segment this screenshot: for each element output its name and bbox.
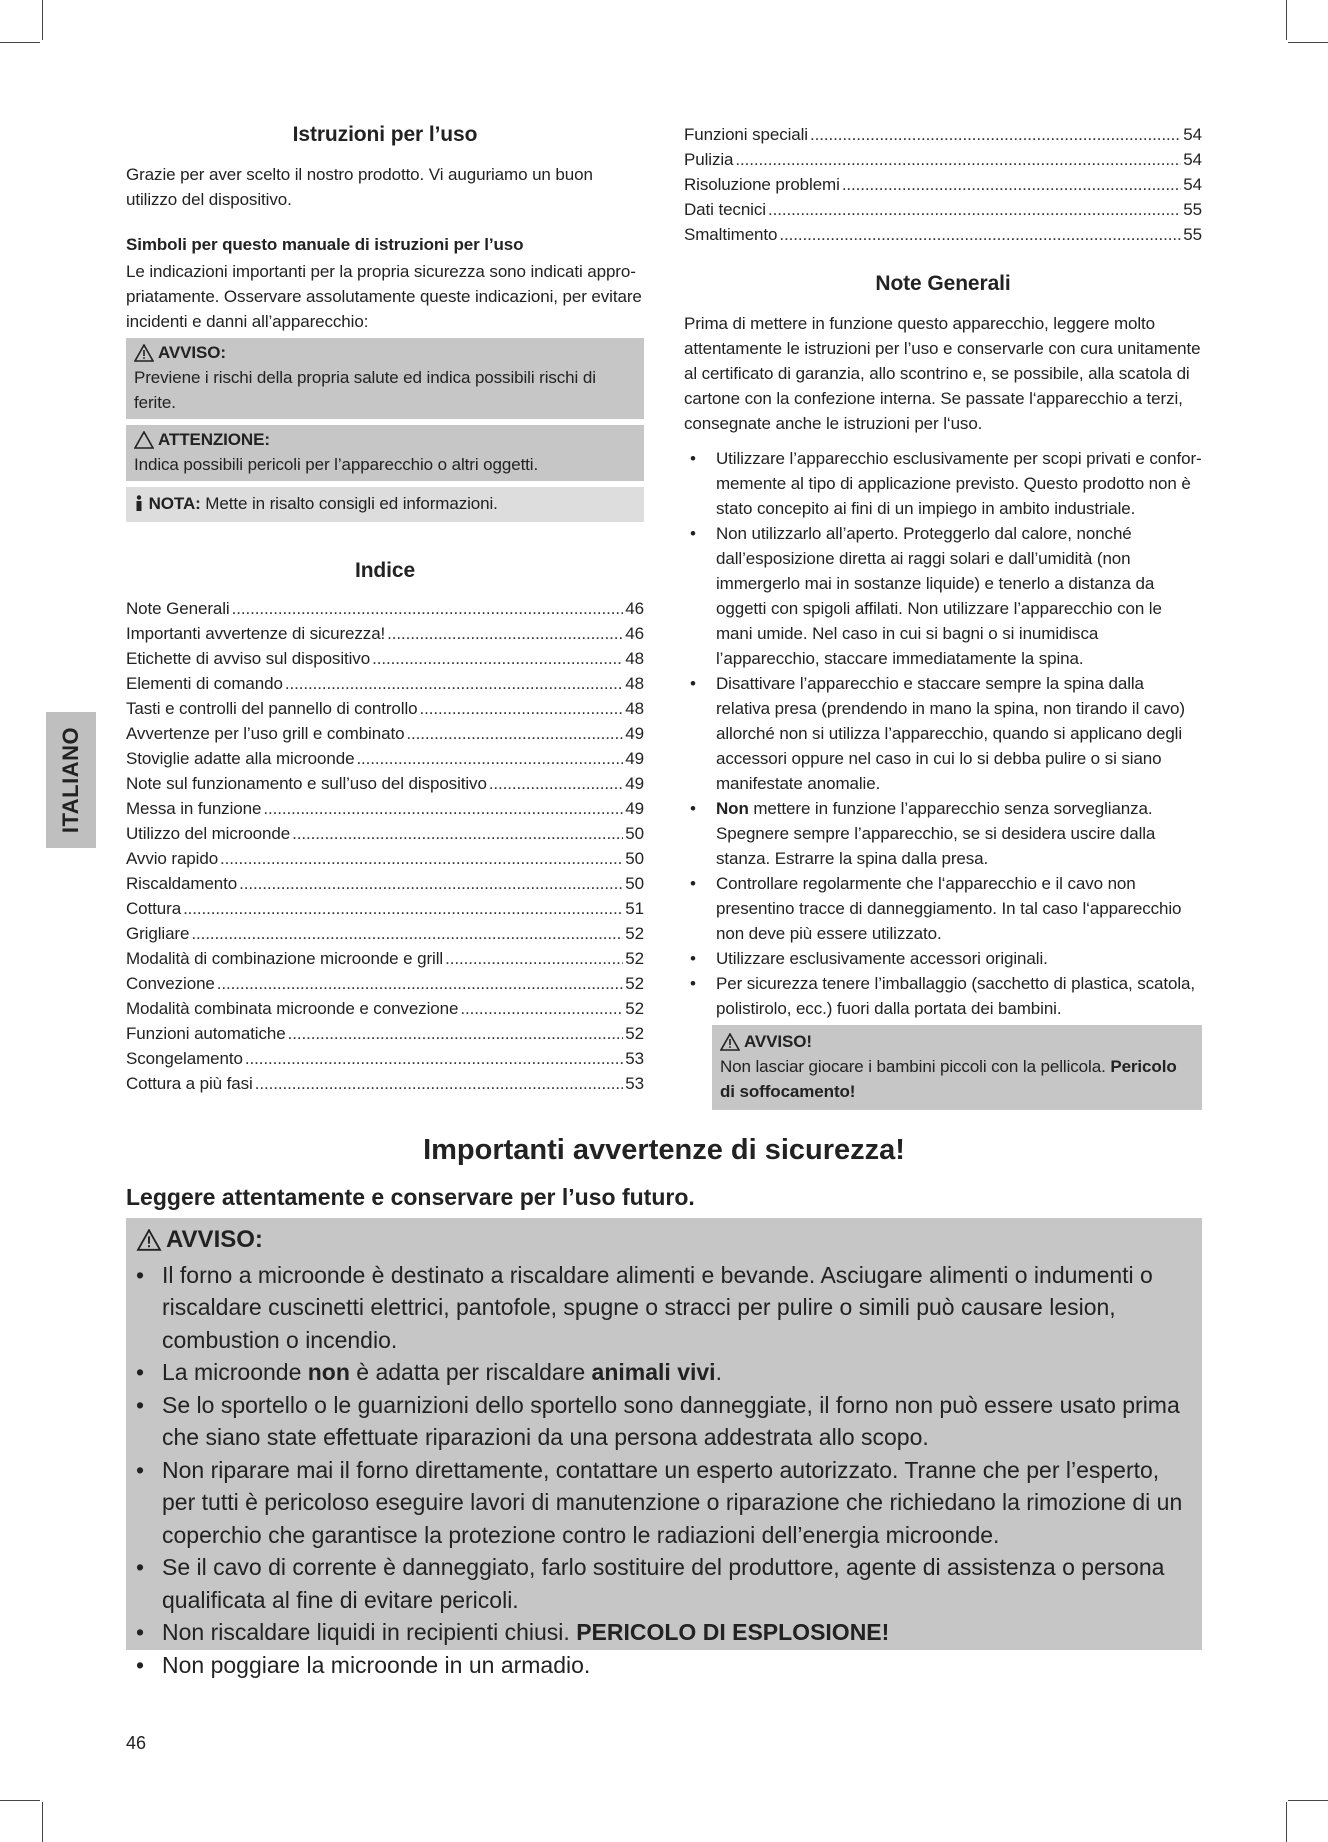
language-tab xyxy=(46,712,96,848)
list-item: • Non poggiare la microonde in un armadio. xyxy=(136,1649,1192,1682)
toc-list-continued xyxy=(684,122,1202,247)
toc-entry[interactable]: Convezione ..... 52 xyxy=(126,971,644,996)
toc-entry[interactable]: Messa in funzione ..... 49 xyxy=(126,796,644,821)
safety-warning-box xyxy=(126,1218,1202,1678)
right-column xyxy=(684,122,1202,1110)
list-item: • Disattivare l’apparecchio e staccare sempre la spina dalla relativa presa (prendendo in mano la spina, non tirando il cavo) allorché non si utilizza l’apparecchio, quando si applicano degli accessori oppure nel caso in cui lo si debba pulire o si siano manifestate anomalie. xyxy=(684,671,1202,796)
attenzione-text: Indica possibili pericoli per l’apparecchio o altri oggetti. xyxy=(134,455,539,474)
crop-mark xyxy=(1288,1800,1328,1801)
crop-mark xyxy=(42,0,43,40)
symbols-heading: Simboli per questo manuale di istruzioni per l’uso xyxy=(126,235,524,254)
toc-entry[interactable]: Avvio rapido ..... 50 xyxy=(126,846,644,871)
list-item: • La microonde non è adatta per riscaldare animali vivi. xyxy=(136,1356,1192,1389)
avviso-box xyxy=(712,1025,1202,1110)
instructions-title: Istruzioni per l’uso xyxy=(292,123,478,146)
crop-mark xyxy=(1288,42,1328,43)
list-item: • Se il cavo di corrente è danneggiato, farlo sostituire del produttore, agente di assistenza o persona qualificata al fine di evitare pericoli. xyxy=(136,1551,1192,1616)
index-title: Indice xyxy=(354,559,416,582)
avviso-box xyxy=(126,338,644,419)
left-column xyxy=(126,120,644,1096)
page-number: 46 xyxy=(126,1733,147,1753)
info-icon xyxy=(134,495,144,511)
toc-entry[interactable]: Cottura ..... 51 xyxy=(126,896,644,921)
toc-entry[interactable]: Modalità di combinazione microonde e grill ..... 52 xyxy=(126,946,644,971)
toc-entry[interactable]: Stoviglie adatte alla microonde ..... 49 xyxy=(126,746,644,771)
list-item: • Per sicurezza tenere l’imballaggio (sacchetto di plastica, scatola, polistirolo, ecc.) fuori dalla portata dei bambini. xyxy=(684,971,1202,1021)
toc-entry[interactable]: Importanti avvertenze di sicurezza! ..... 46 xyxy=(126,621,644,646)
toc-entry[interactable]: Riscaldamento ..... 50 xyxy=(126,871,644,896)
toc-entry[interactable]: Grigliare ..... 52 xyxy=(126,921,644,946)
nota-box xyxy=(126,487,644,522)
list-item: • Controllare regolarmente che l‘apparecchio e il cavo non presentino tracce di danneggiamento. In tal caso l‘apparecchio non deve più essere utilizzato. xyxy=(684,871,1202,946)
crop-mark xyxy=(0,42,40,43)
toc-entry[interactable]: Funzioni speciali ..... 54 xyxy=(684,122,1202,147)
toc-entry[interactable]: Avvertenze per l’uso grill e combinato ..... 49 xyxy=(126,721,644,746)
avviso-text: Previene i rischi della propria salute ed indica possibili rischi di ferite. xyxy=(134,368,596,412)
nota-label: NOTA: xyxy=(148,494,201,513)
nota-text: Mette in risalto consigli ed informazioni. xyxy=(200,494,498,513)
toc-entry[interactable]: Risoluzione problemi ..... 54 xyxy=(684,172,1202,197)
warning-icon xyxy=(136,1229,162,1251)
safety-subtitle: Leggere attentamente e conservare per l’uso futuro. xyxy=(126,1184,695,1210)
crop-mark xyxy=(1286,1802,1287,1842)
crop-mark xyxy=(0,1800,40,1801)
list-item: • Utilizzare esclusivamente accessori originali. xyxy=(684,946,1202,971)
general-notes-title: Note Generali xyxy=(875,272,1011,295)
avviso-label: AVVISO! xyxy=(744,1032,812,1051)
symbols-text: Le indicazioni importanti per la propria sicurezza sono indicati appropriatamente. Osservare assolutamente queste indicazioni, per evitare incidenti e danni all’apparecchio: xyxy=(126,262,642,331)
toc-entry[interactable]: Tasti e controlli del pannello di controllo ..... 48 xyxy=(126,696,644,721)
safety-warning-label: AVVISO: xyxy=(166,1226,263,1253)
toc-entry[interactable]: Scongelamento ..... 53 xyxy=(126,1046,644,1071)
crop-mark xyxy=(42,1802,43,1842)
attenzione-label: ATTENZIONE: xyxy=(158,430,270,449)
intro-text: Grazie per aver scelto il nostro prodotto. Vi auguriamo un buon utilizzo del dispositivo. xyxy=(126,165,593,209)
toc-entry[interactable]: Note Generali ..... 46 xyxy=(126,596,644,621)
toc-entry[interactable]: Modalità combinata microonde e convezione ..... 52 xyxy=(126,996,644,1021)
general-notes-list xyxy=(684,446,1202,1021)
list-item: • Utilizzare l’apparecchio esclusivamente per scopi privati e conformemente al tipo di applicazione previsto. Questo prodotto non è stato concepito ai fini di un impiego in ambito industriale. xyxy=(684,446,1202,521)
list-item: • Non mettere in funzione l’apparecchio senza sorveglianza. Spegnere sempre l’apparecchio, se si desidera uscire dalla stanza. Estrarre la spina dalla presa. xyxy=(684,796,1202,871)
toc-entry[interactable]: Cottura a più fasi ..... 53 xyxy=(126,1071,644,1096)
safety-title: Importanti avvertenze di sicurezza! xyxy=(423,1134,905,1166)
list-item: • Se lo sportello o le guarnizioni dello sportello sono danneggiate, il forno non può essere usato prima che siano state effettuate riparazioni da una persona addestrata allo scopo. xyxy=(136,1389,1192,1454)
warning-icon xyxy=(134,344,154,362)
toc-entry[interactable]: Smaltimento ..... 55 xyxy=(684,222,1202,247)
general-notes-intro: Prima di mettere in funzione questo apparecchio, leggere molto attentamente le istruzioni per l’uso e conservarle con cura unitamente al certificato di garanzia, allo scontrino e, se possibile, alla scatola di cartone con la confezione interna. Se passate l‘apparecchio a terzi, consegnate anche le istruzioni per l‘uso. xyxy=(684,314,1201,433)
toc-entry[interactable]: Etichette di avviso sul dispositivo ..... 48 xyxy=(126,646,644,671)
avviso-text: Non lasciar giocare i bambini piccoli con la pellicola. Pericolo di soffocamento! xyxy=(720,1057,1177,1101)
list-item: • Non riscaldare liquidi in recipienti chiusi. PERICOLO DI ESPLOSIONE! xyxy=(136,1616,1192,1649)
toc-entry[interactable]: Dati tecnici ..... 55 xyxy=(684,197,1202,222)
toc-entry[interactable]: Utilizzo del microonde ..... 50 xyxy=(126,821,644,846)
list-item: • Non riparare mai il forno direttamente, contattare un esperto autorizzato. Tranne che per l’esperto, per tutti è pericoloso eseguire lavori di manutenzione o riparazione che richiedano la rimozione di un coperchio che garantisce la protezione contro le radiazioni dell’energia microonde. xyxy=(136,1454,1192,1552)
safety-list xyxy=(136,1259,1192,1682)
toc-list xyxy=(126,596,644,1096)
list-item: • Il forno a microonde è destinato a riscaldare alimenti e bevande. Asciugare alimenti o indumenti o riscaldare cuscinetti elettrici, pantofole, spugne o stracci per pulire o simili può causare lesion, combustion o incendio. xyxy=(136,1259,1192,1357)
toc-entry[interactable]: Funzioni automatiche ..... 52 xyxy=(126,1021,644,1046)
avviso-label: AVVISO: xyxy=(158,343,226,362)
warning-icon xyxy=(134,431,154,449)
warning-icon xyxy=(720,1033,740,1051)
attenzione-box xyxy=(126,425,644,481)
toc-entry[interactable]: Note sul funzionamento e sull’uso del dispositivo ..... 49 xyxy=(126,771,644,796)
toc-entry[interactable]: Pulizia ..... 54 xyxy=(684,147,1202,172)
list-item: • Non utilizzarlo all’aperto. Proteggerlo dal calore, nonché dall’esposizione diretta ai raggi solari e dall’umidità (non immergerlo mai in sostanze liquide) e tenerlo a distanza da oggetti con spigoli affilati. Non utilizzare l’apparecchio con le mani umide. Nel caso in cui si bagni o si inumidisca l’apparecchio, staccare immediatamente la spina. xyxy=(684,521,1202,671)
crop-mark xyxy=(1286,0,1287,40)
toc-entry[interactable]: Elementi di comando ..... 48 xyxy=(126,671,644,696)
language-tab-label: ITALIANO xyxy=(58,726,83,834)
